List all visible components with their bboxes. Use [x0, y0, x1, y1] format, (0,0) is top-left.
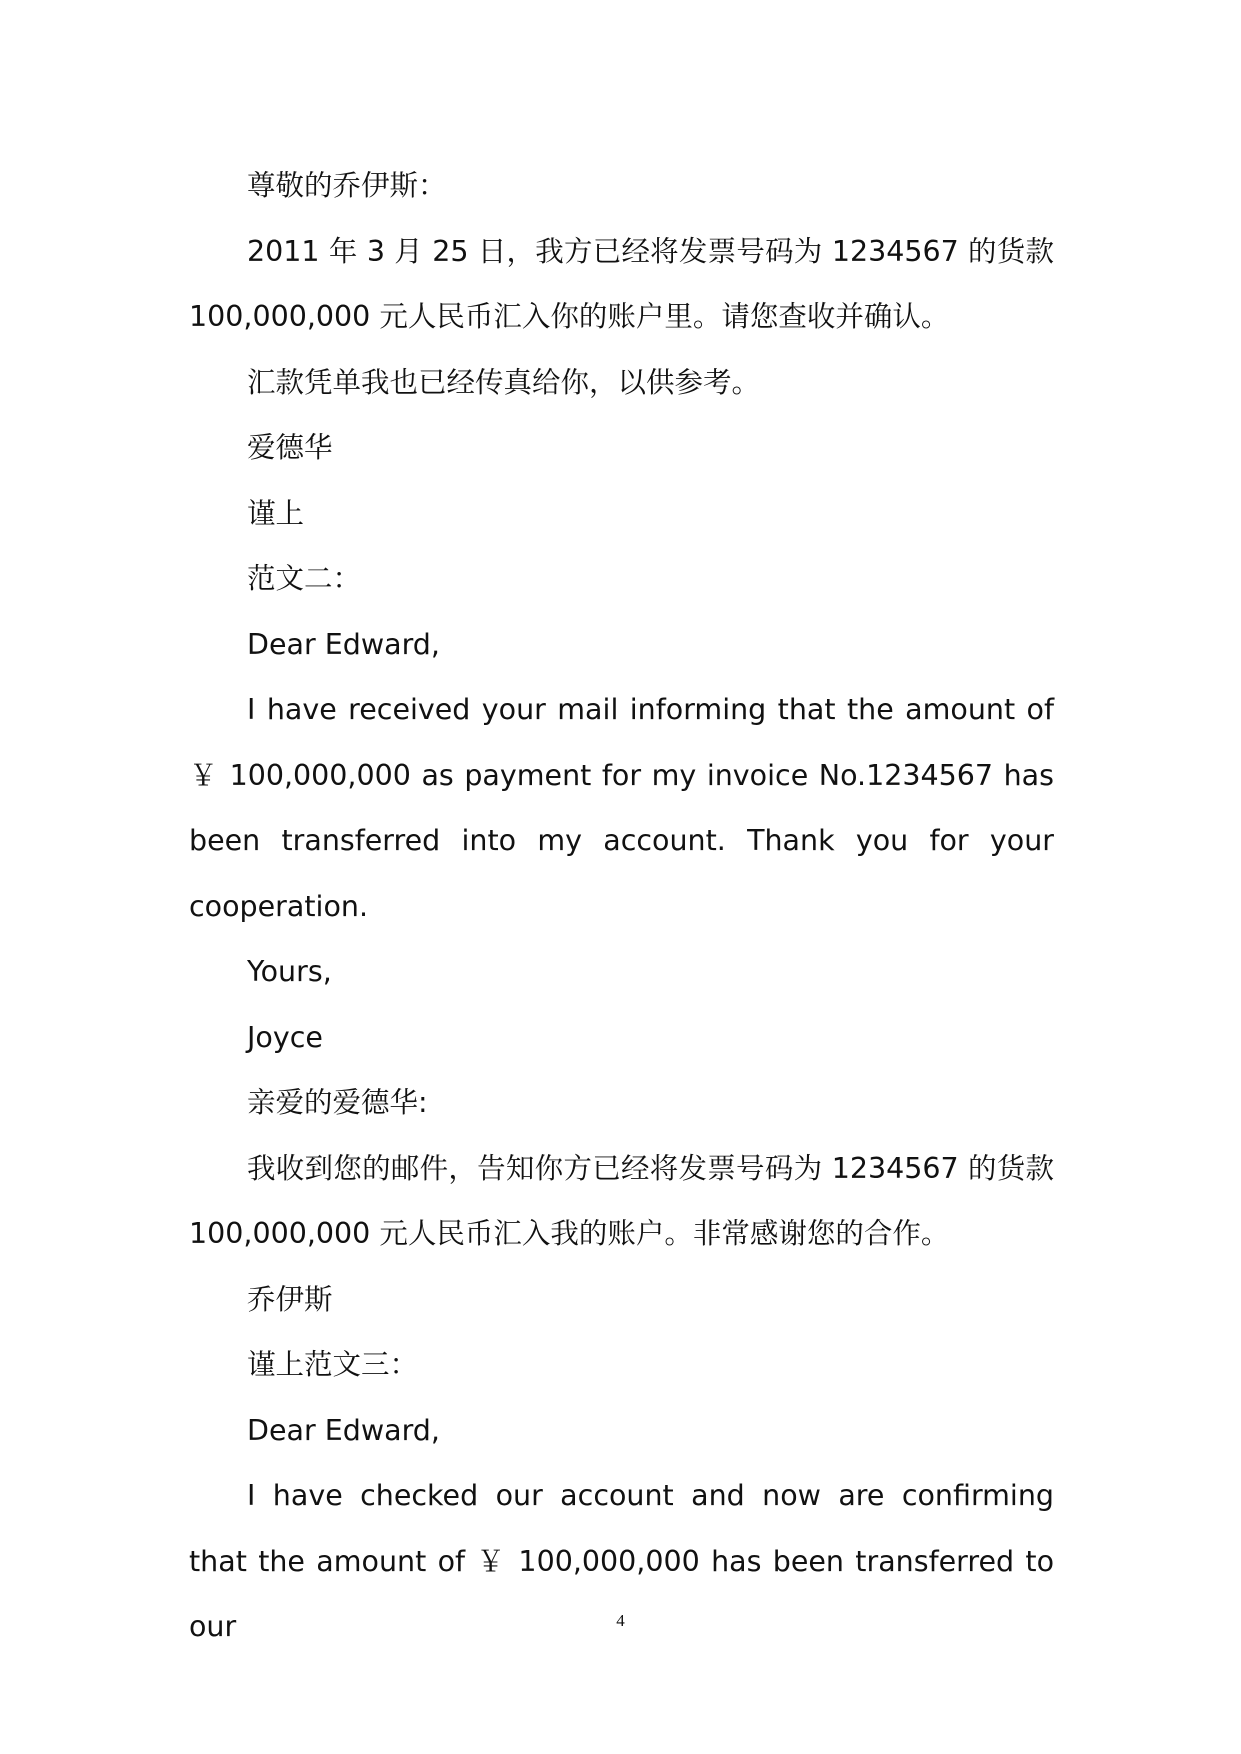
document-body: [189, 153, 1054, 1660]
closing-yours: Yours,: [247, 955, 332, 988]
salutation-english-edward-2: Dear Edward,: [247, 1413, 440, 1447]
closing-chinese: 谨上: [247, 496, 305, 530]
signature-joyce-chinese: 乔伊斯: [247, 1282, 333, 1316]
salutation-chinese-joyce: 尊敬的乔伊斯：: [247, 169, 447, 202]
section-heading-sample-two: 范文二：: [247, 562, 362, 595]
salutation-english-edward: Dear Edward,: [247, 627, 440, 661]
paragraph-received-mail-chinese: 我收到您的邮件，告知你方已经将发票号码为 1234567 的货款100,000,000 元人民币汇入我的账户。非常感谢您的合作。: [189, 1151, 1054, 1250]
paragraph-received-mail: I have received your mail informing that the amount of ￥ 100,000,000 as payment for my invoice No.1234567 has been transferred into my account. Thank you for your cooperation.: [189, 693, 1054, 923]
closing-and-section-heading-sample-three: 谨上范文三：: [247, 1348, 419, 1381]
page-number: 4: [616, 1611, 625, 1630]
paragraph-checked-account: I have checked our account and now are confirming that the amount of ￥ 100,000,000 has been transferred to our: [189, 1479, 1054, 1643]
paragraph-payment-notice: 2011 年 3 月 25 日，我方已经将发票号码为 1234567 的货款100,000,000 元人民币汇入你的账户里。请您查收并确认。: [189, 234, 1054, 333]
signature-joyce: Joyce: [247, 1020, 323, 1054]
salutation-chinese-edward: 亲爱的爱德华:: [247, 1086, 428, 1119]
signature-edward-chinese: 爱德华: [247, 431, 333, 464]
paragraph-remittance-fax: 汇款凭单我也已经传真给你，以供参考。: [247, 365, 761, 399]
